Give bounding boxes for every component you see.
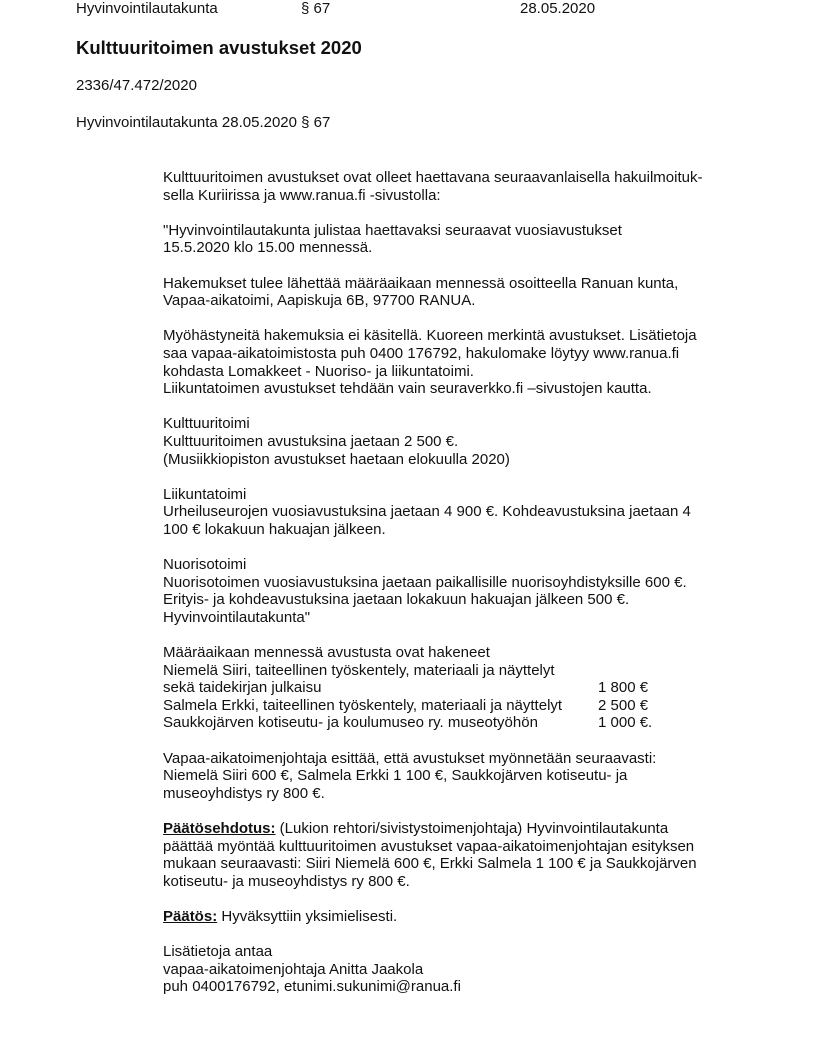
text-line: sella Kuriirissa ja www.ranua.fi -sivustolla: (163, 186, 441, 204)
applicant-description: sekä taidekirjan julkaisu (163, 679, 322, 697)
youth-section (163, 556, 763, 626)
section-heading: Nuorisotoimi (163, 556, 247, 574)
text-line: päättää myöntää kulttuuritoimen avustukset vapaa-aikatoimenjohtajan esityksen (163, 837, 695, 855)
announcement-paragraph (163, 222, 763, 257)
text-line: (Lukion rehtori/sivistystoimenjohtaja) Hyvinvointilautakunta (275, 819, 669, 837)
instructions-paragraph (163, 327, 763, 397)
text-line: 100 € lokakuun hakuajan jälkeen. (163, 520, 386, 538)
text-line: Myöhästyneitä hakemuksia ei käsitellä. Kuoreen merkintä avustukset. Lisätietoja (163, 327, 697, 345)
applicant-row (163, 662, 763, 680)
applicants-list (163, 644, 763, 732)
text-line: Erityis- ja kohdeavustuksina jaetaan lokakuun hakuajan jälkeen 500 €. (163, 591, 630, 609)
contact-details: puh 0400176792, etunimi.sukunimi@ranua.fi (163, 978, 461, 996)
text-line: museoyhdistys ry 800 €. (163, 784, 325, 802)
decision-text: Hyväksyttiin yksimielisesti. (217, 907, 398, 925)
header-committee: Hyvinvointilautakunta (76, 0, 218, 17)
header-section: § 67 (301, 0, 331, 17)
decision-paragraph (163, 908, 763, 926)
text-line: Kulttuuritoimen avustuksina jaetaan 2 500 €. (163, 432, 459, 450)
text-line: mukaan seuraavasti: Siiri Niemelä 600 €, Erkki Salmela 1 100 € ja Saukkojärven (163, 855, 697, 873)
text-line: Kulttuuritoimen avustukset ovat olleet haettavana seuraavanlaisella hakuilmoituk- (163, 169, 703, 186)
decision-proposal-paragraph (163, 820, 763, 890)
text-line: Urheiluseurojen vuosiavustuksina jaetaan 4 900 €. Kohdeavustuksina jaetaan 4 (163, 503, 691, 521)
text-line: Vapaa-aikatoimenjohtaja esittää, että avustukset myönnetään seuraavasti: (163, 749, 657, 767)
page-title: Kulttuuritoimen avustukset 2020 (76, 37, 362, 58)
section-heading: Kulttuuritoimi (163, 415, 250, 433)
decision-label: Päätös: (163, 907, 218, 925)
text-line: Hyvinvointilautakunta" (163, 608, 311, 626)
text-line: Vapaa-aikatoimi, Aapiskuja 6B, 97700 RANUA. (163, 292, 476, 310)
applicant-row (163, 714, 763, 732)
applicant-description: Saukkojärven kotiseutu- ja koulumuseo ry. museotyöhön (163, 714, 538, 732)
culture-section (163, 415, 763, 468)
intro-paragraph (163, 169, 763, 204)
decision-proposal-label: Päätösehdotus: (163, 819, 276, 837)
sports-section (163, 486, 763, 539)
applicant-amount: 2 500 € (598, 696, 649, 714)
text-line: Hakemukset tulee lähettää määräaikaan mennessä osoitteella Ranuan kunta, (163, 274, 679, 292)
applicant-amount: 1 000 €. (598, 714, 653, 732)
header-date: 28.05.2020 (520, 0, 596, 17)
contact-name: vapaa-aikatoimenjohtaja Anitta Jaakola (163, 960, 424, 978)
reference-number: 2336/47.472/2020 (76, 77, 197, 94)
section-heading: Liikuntatoimi (163, 485, 247, 503)
document-body (163, 169, 763, 996)
applicant-row (163, 697, 763, 715)
applicants-heading: Määräaikaan mennessä avustusta ovat hakeneet (163, 644, 490, 662)
text-line: (Musiikkiopiston avustukset haetaan elokuulla 2020) (163, 450, 510, 468)
text-line: saa vapaa-aikatoimistosta puh 0400 176792, hakulomake löytyy www.ranua.fi (163, 344, 680, 362)
applicant-row (163, 679, 763, 697)
meeting-line: Hyvinvointilautakunta 28.05.2020 § 67 (76, 114, 331, 131)
text-line: Nuorisotoimen vuosiavustuksina jaetaan paikallisille nuorisoyhdistyksille 600 €. (163, 573, 687, 591)
proposal-paragraph (163, 750, 763, 803)
text-line: kohdasta Lomakkeet - Nuoriso- ja liikuntatoimi. (163, 362, 474, 380)
text-line: 15.5.2020 klo 15.00 mennessä. (163, 239, 373, 257)
text-line: Niemelä Siiri 600 €, Salmela Erkki 1 100 €, Saukkojärven kotiseutu- ja (163, 767, 628, 785)
text-line: Lisätietoja antaa (163, 943, 273, 961)
address-paragraph (163, 275, 763, 310)
text-line: Liikuntatoimen avustukset tehdään vain seuraverkko.fi –sivustojen kautta. (163, 380, 652, 398)
text-line: "Hyvinvointilautakunta julistaa haettavaksi seuraavat vuosiavustukset (163, 221, 622, 239)
applicant-description: Salmela Erkki, taiteellinen työskentely, materiaali ja näyttelyt (163, 696, 563, 714)
applicant-amount: 1 800 € (598, 679, 649, 697)
contact-paragraph (163, 943, 763, 996)
text-line: kotiseutu- ja museoyhdistys ry 800 €. (163, 872, 410, 890)
applicant-description: Niemelä Siiri, taiteellinen työskentely, materiaali ja näyttelyt (163, 661, 555, 679)
